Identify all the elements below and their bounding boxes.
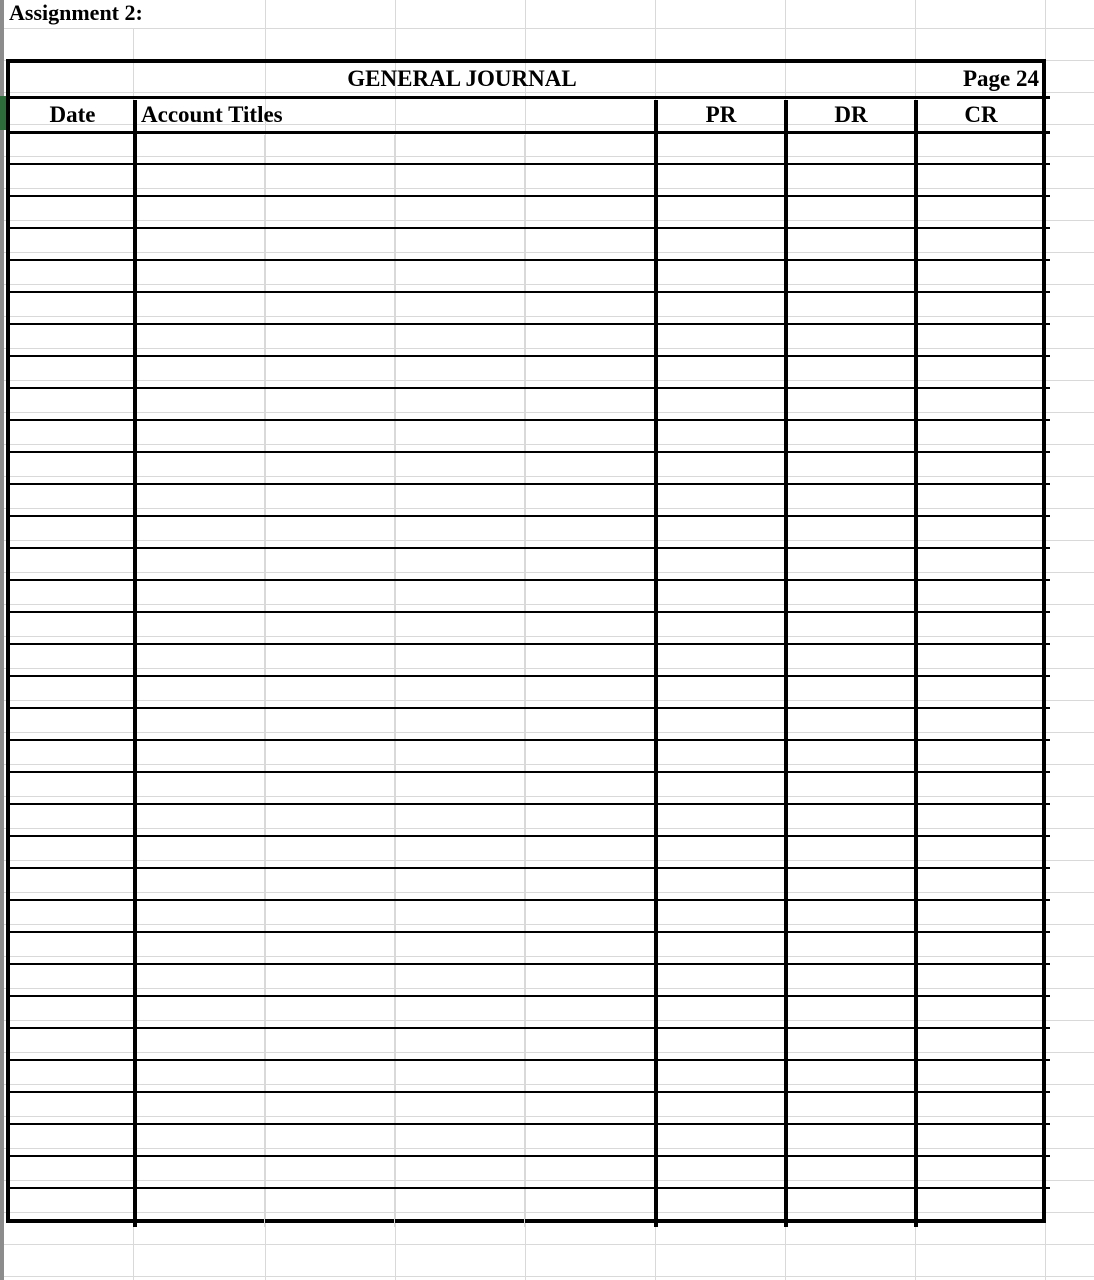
journal-row-line xyxy=(10,547,1050,549)
journal-row-line xyxy=(10,355,1050,357)
journal-row-line xyxy=(10,227,1050,229)
journal-row-line xyxy=(10,867,1050,869)
journal-row-line xyxy=(10,675,1050,677)
journal-row-line xyxy=(10,419,1050,421)
header-divider xyxy=(10,131,1050,134)
journal-row-line xyxy=(10,195,1050,197)
column-header-date[interactable]: Date xyxy=(49,102,96,127)
column-divider-pr xyxy=(654,100,658,1227)
journal-row-line xyxy=(10,579,1050,581)
journal-row-line xyxy=(10,611,1050,613)
row-header-edge xyxy=(0,0,4,1280)
journal-row-line xyxy=(10,931,1050,933)
journal-row-line xyxy=(10,1091,1050,1093)
journal-row-line xyxy=(10,739,1050,741)
sheet-row-gridline xyxy=(0,1276,1094,1277)
column-divider-dr xyxy=(784,100,788,1227)
journal-row-line xyxy=(10,291,1050,293)
column-header-cr[interactable]: CR xyxy=(964,102,998,127)
journal-row-line xyxy=(10,707,1050,709)
journal-row-line xyxy=(10,771,1050,773)
journal-row-line xyxy=(10,259,1050,261)
journal-row-line xyxy=(10,1155,1050,1157)
journal-row-line xyxy=(10,995,1050,997)
journal-row-line xyxy=(10,643,1050,645)
journal-title: GENERAL JOURNAL xyxy=(347,66,577,91)
sheet-row-gridline xyxy=(0,1244,1094,1245)
journal-row-line xyxy=(10,1123,1050,1125)
assignment-title-cell[interactable] xyxy=(6,0,143,28)
journal-row-line xyxy=(10,387,1050,389)
journal-row-line xyxy=(10,323,1050,325)
column-divider-cr xyxy=(914,100,918,1227)
journal-row-line xyxy=(10,963,1050,965)
account-titles-gridline xyxy=(394,135,395,1227)
column-header-dr[interactable]: DR xyxy=(834,102,868,127)
account-titles-gridline xyxy=(264,135,265,1227)
account-titles-gridline xyxy=(524,135,525,1227)
journal-row-line xyxy=(10,483,1050,485)
journal-row-line xyxy=(10,163,1050,165)
title-divider xyxy=(10,96,1050,99)
sheet-row-gridline xyxy=(0,28,1094,29)
column-header-pr[interactable]: PR xyxy=(705,102,737,127)
column-header-account-titles[interactable]: Account Titles xyxy=(141,102,283,127)
journal-row-line xyxy=(10,1059,1050,1061)
page-number: Page 24 xyxy=(962,66,1039,91)
journal-row-line xyxy=(10,899,1050,901)
column-divider-date xyxy=(133,100,137,1227)
journal-row-line xyxy=(10,835,1050,837)
general-journal-table xyxy=(6,59,1046,1223)
journal-row-line xyxy=(10,451,1050,453)
assignment-title: Assignment 2: xyxy=(9,0,143,25)
journal-row-line xyxy=(10,1187,1050,1189)
journal-row-line xyxy=(10,1027,1050,1029)
journal-row-line xyxy=(10,803,1050,805)
journal-row-line xyxy=(10,515,1050,517)
